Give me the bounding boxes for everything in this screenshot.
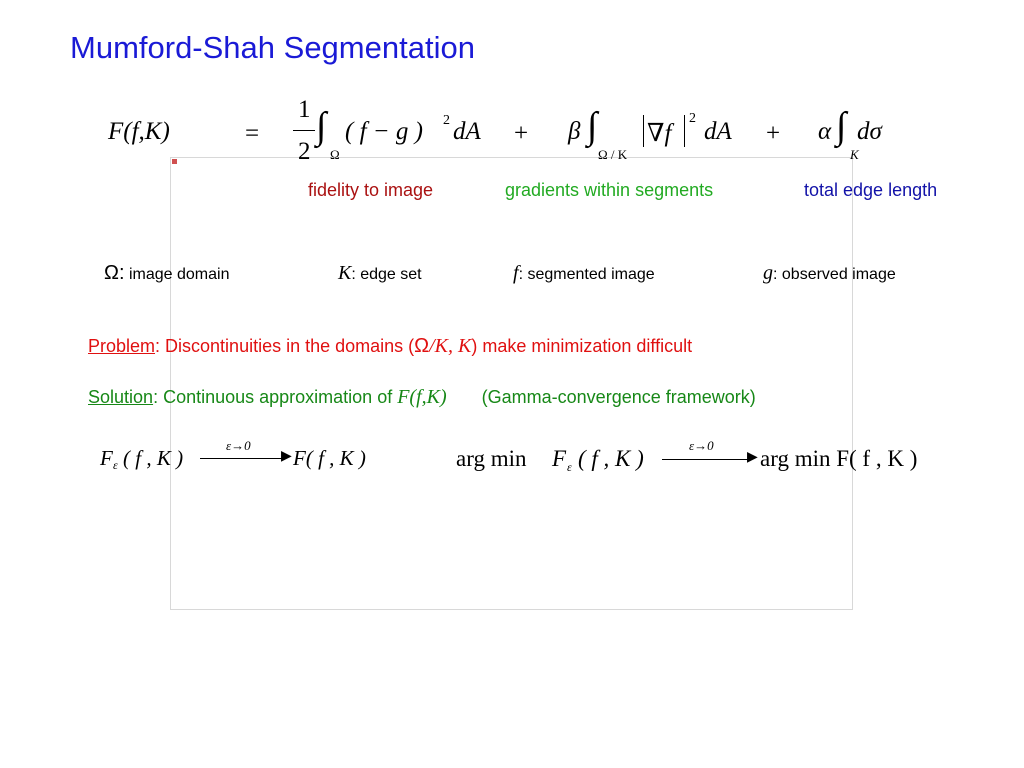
conv-right-arrow-head: ▶ (747, 450, 758, 465)
problem-label: Problem (88, 336, 156, 356)
label-gradients: gradients within segments (505, 180, 714, 200)
solution-tail: (Gamma-convergence framework) (446, 387, 756, 407)
omega-description: image domain (128, 266, 230, 283)
solution-statement (88, 386, 756, 409)
conv-right-epsilon: ε (567, 460, 572, 474)
plus-sign-1: + (514, 120, 529, 147)
definition-g (763, 262, 896, 285)
fraction-denominator: 2 (298, 138, 311, 165)
solution-label: Solution (88, 387, 154, 407)
conv-right-rhs: arg min F( f , K ) (760, 446, 918, 471)
integral-3-domain: K (850, 147, 859, 162)
fidelity-exponent: 2 (443, 113, 450, 128)
conv-left-arrow-label: ε→0 (226, 438, 251, 453)
conv-left-arrow-line (200, 458, 284, 459)
integral-2-domain: Ω / K (598, 147, 628, 162)
conv-right-arrow-line (662, 459, 750, 460)
f-symbol: f (513, 262, 519, 284)
equation-equals: = (245, 120, 260, 147)
problem-statement (88, 335, 692, 358)
slide-title: Mumford-Shah Segmentation (70, 30, 475, 65)
plus-sign-2: + (766, 120, 781, 147)
gradient-exponent: 2 (689, 111, 696, 126)
embedded-object-icon (172, 159, 177, 164)
conv-left-arrow-head: ▶ (281, 449, 292, 464)
conv-right-args: ( f , K ) (578, 446, 644, 471)
equation-lhs: F(f,K) (108, 118, 170, 145)
label-fidelity: fidelity to image (308, 180, 434, 200)
solution-function: F(f,K) (397, 386, 447, 408)
definition-k (338, 262, 422, 285)
omega-symbol: Ω: (104, 262, 125, 284)
norm-bar-left (643, 115, 644, 147)
fraction-bar (293, 130, 315, 131)
fidelity-dA: dA (453, 118, 481, 145)
norm-bar-right (684, 115, 685, 147)
gradient-dA: dA (704, 118, 732, 145)
definition-omega (104, 262, 229, 285)
conv-left-epsilon: ε (113, 458, 118, 472)
gradient-term: ∇f (647, 120, 672, 147)
fidelity-term: ( f − g ) (345, 118, 423, 145)
definition-f (513, 262, 655, 285)
problem-omega: Ω (414, 335, 430, 357)
beta-weight: β (568, 118, 581, 145)
k-description: : edge set (351, 266, 422, 283)
g-symbol: g (763, 262, 773, 284)
integral-1-domain: Ω (330, 147, 340, 162)
integral-sign-1: ∫ (316, 105, 327, 147)
label-edge-length: total edge length (804, 180, 938, 200)
conv-left-F: F (100, 446, 113, 470)
problem-domains: /K, K (429, 335, 472, 357)
g-description: : observed image (773, 266, 896, 283)
problem-text: : Discontinuities in the domains ( (155, 336, 415, 356)
edge-length-term: dσ (857, 118, 882, 145)
conv-left-args: ( f , K ) (123, 446, 184, 470)
k-symbol: K (338, 262, 352, 284)
integral-sign-2: ∫ (587, 105, 598, 147)
conv-right-F: F (552, 446, 567, 471)
embedded-object-frame (170, 157, 853, 610)
conv-left-rhs: F( f , K ) (293, 446, 366, 470)
conv-right-arrow-label: ε→0 (689, 438, 714, 453)
integral-sign-3: ∫ (836, 105, 847, 147)
fraction-numerator: 1 (298, 96, 311, 123)
problem-tail: ) make minimization difficult (471, 336, 693, 356)
alpha-weight: α (818, 118, 832, 145)
conv-right-argmin: arg min (456, 446, 527, 471)
f-description: : segmented image (518, 266, 655, 283)
solution-text: : Continuous approximation of (153, 387, 398, 407)
